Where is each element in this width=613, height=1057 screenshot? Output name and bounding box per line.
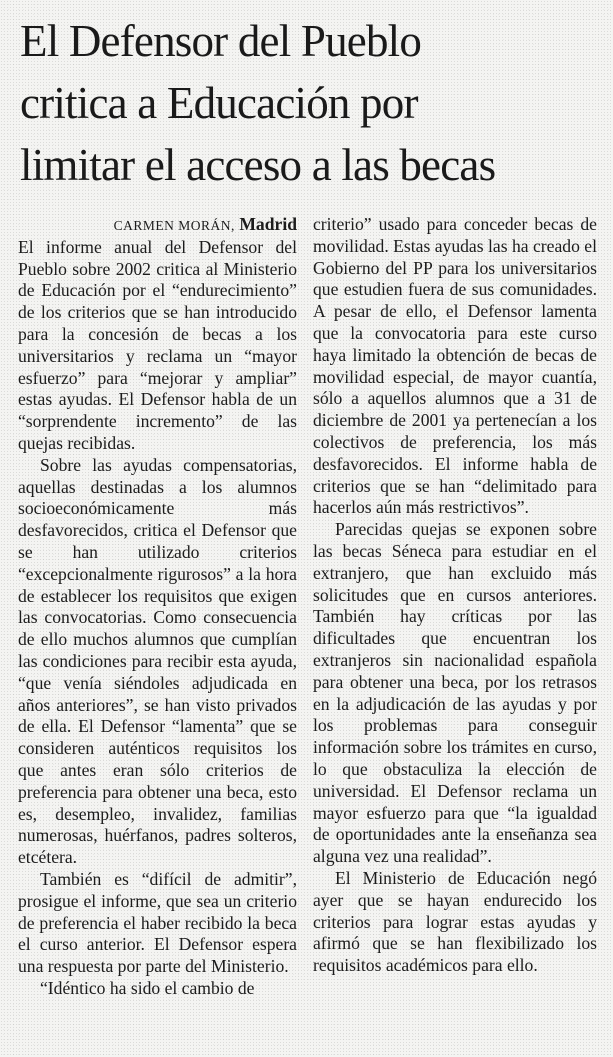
headline [20,10,605,196]
paragraph-1: El informe anual del Defensor del Pueblo sobre 2002 critica al Ministerio de Educación por el “endurecimiento” de los criterios que se han introducido para la concesión de becas a los universitarios y reclama un “mayor esfuerzo” para “mejorar y ampliar” estas ayudas. El Defensor habla de un “sorprendente incremento” de las quejas recibidas. [18,236,297,453]
byline-author: CARMEN MORÁN, [113,218,235,233]
headline-line-3: limitar el acceso a las becas [20,140,496,190]
headline-line-1: El Defensor del Pueblo [20,16,422,66]
byline-place: Madrid [239,214,297,234]
right-column [313,214,597,977]
paragraph-7: El Ministerio de Educación negó ayer que se hayan endurecido los criterios para lograr estas ayudas y afirmó que se han flexibilizado los requisitos académicos para ello. [313,867,597,976]
byline [18,214,297,237]
paragraph-2: Sobre las ayudas compensatorias, aquellas destinadas a los alumnos socioeconómicamente más desfavorecidos, critica el Defensor que se han utilizado criterios “excepcionalmente rigurosos” a la hora de establecer los requisitos que exigen las convocatorias. Como consecuencia de ello muchos alumnos que cumplían las condiciones para recibir esta ayuda, “que venía siéndoles adjudicada en años anteriores”, se han visto privados de ella. El Defensor “lamenta” que se consideren auténticos requisitos los que antes eran sólo criterios de preferencia para obtener una beca, esto es, desempleo, invalidez, familias numerosas, huérfanos, padres solteros, etcétera. [18,454,297,868]
headline-line-2: critica a Educación por [20,78,418,128]
paragraph-5: criterio” usado para conceder becas de movilidad. Estas ayudas las ha creado el Gobierno del PP para los universitarios que estudien fuera de sus comunidades. A pesar de ello, el Defensor lamenta que la convocatoria para este curso haya limitado la obtención de becas de movilidad especial, de mayor cuantía, sólo a aquellos alumnos que a 31 de diciembre de 2001 ya pertenecían a los colectivos de preferencia, los más desfavorecidos. El informe habla de criterios que se han “delimitado para hacerlos aún más restrictivos”. [313,214,597,518]
paragraph-4: “Idéntico ha sido el cambio de [40,977,255,998]
paragraph-3: También es “difícil de admitir”, prosigue el informe, que sea un criterio de preferencia el haber recibido la beca el curso anterior. El Defensor espera una respuesta por parte del Ministerio. [18,868,297,977]
paragraph-6: Parecidas quejas se exponen sobre las becas Séneca para estudiar en el extranjero, que han excluido más solicitudes que en cursos anteriores. También hay críticas por las dificultades que encuentran los extranjeros sin nacionalidad española para obtener una beca, por los retrasos en la adjudicación de las ayudas y por los problemas para conseguir información sobre los trámites en curso, lo que obstaculiza la elección de universidad. El Defensor reclama un mayor esfuerzo para que “la igualdad de oportunidades ante la enseñanza sea alguna vez una realidad”. [313,519,597,867]
left-column [18,214,297,1000]
